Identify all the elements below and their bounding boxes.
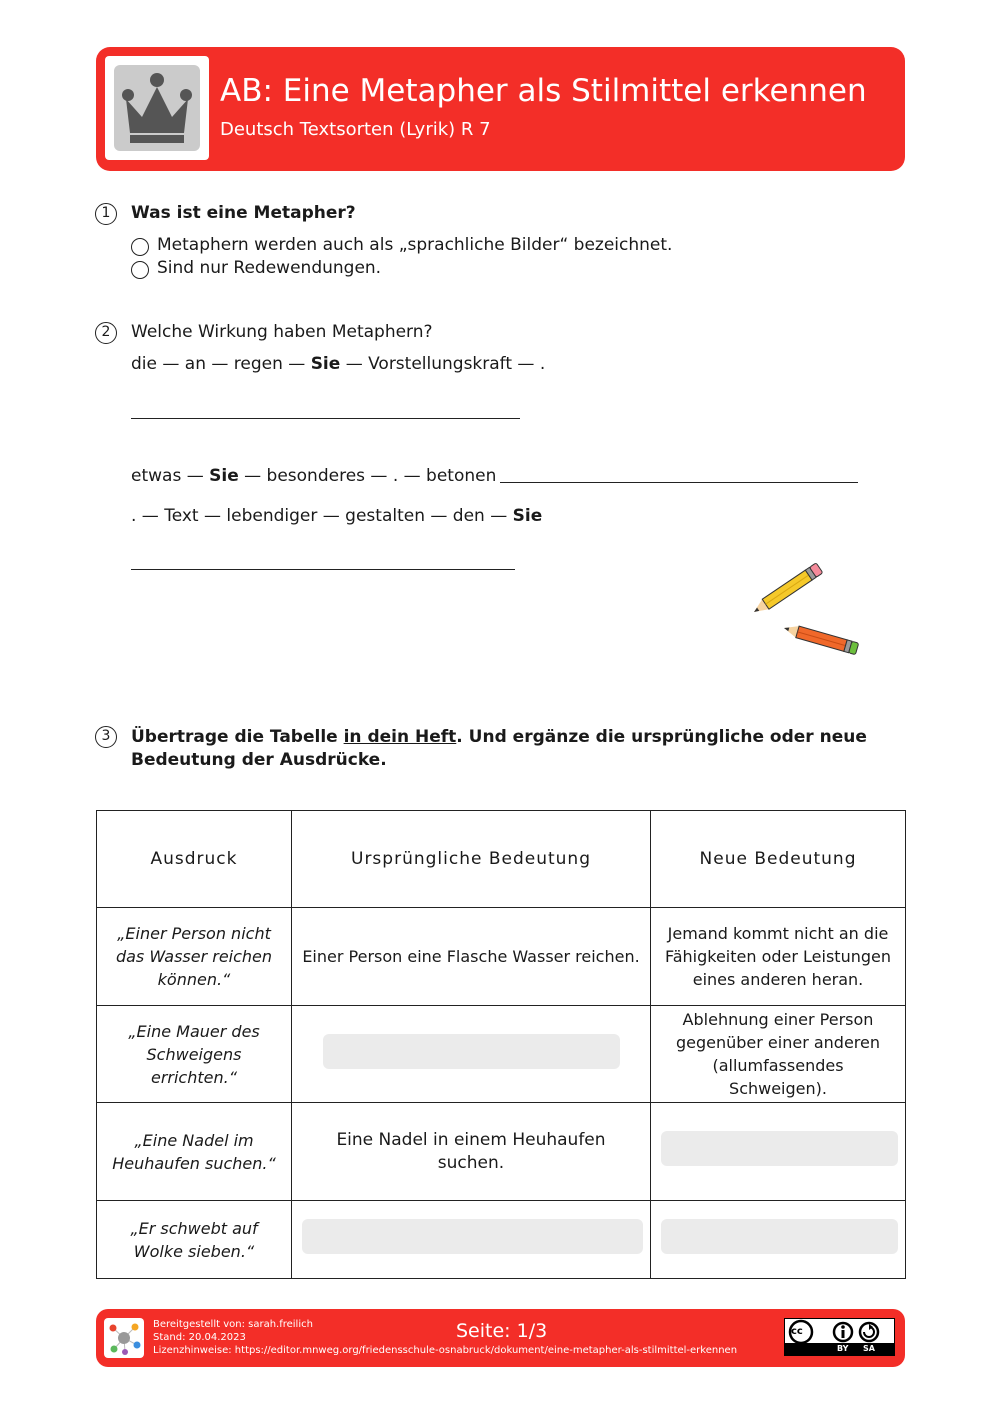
new-meaning-cell: Jemand kommt nicht an die Fähigkeiten oder Leistungen eines anderen heran. — [651, 908, 906, 1006]
new-meaning-cell: Ablehnung einer Person gegenüber einer anderen (allumfassendes Schweigen). — [651, 1006, 906, 1103]
table-row — [97, 1103, 906, 1201]
answer-line-1[interactable] — [131, 418, 520, 419]
scramble-2-bold: Sie — [209, 466, 239, 486]
cc-mark: cc — [791, 1326, 803, 1337]
scramble-2-post: — besonderes — . — betonen — [238, 466, 497, 486]
logo-background — [114, 65, 200, 151]
scramble-3-bold: Sie — [512, 506, 543, 526]
radio-option-1[interactable] — [131, 238, 149, 256]
table-row — [97, 1006, 906, 1103]
option-1-label: Metaphern werden auch als „sprachliche Bilder“ bezeichnet. — [157, 235, 673, 255]
answer-blank[interactable] — [302, 1219, 643, 1254]
table-row — [97, 1201, 906, 1279]
page-subtitle: Deutsch Textsorten (Lyrik) R 7 — [220, 119, 491, 140]
header-banner — [96, 47, 905, 171]
scramble-2-pre: etwas — — [131, 466, 210, 486]
task3-text-post: . Und ergänze die ursprüngliche oder neue Bedeutung der Ausdrücke. — [131, 727, 867, 770]
answer-line-2[interactable] — [500, 482, 858, 483]
task-number-3: 3 — [95, 726, 117, 748]
task3-text-underlined: in dein Heft — [343, 727, 457, 747]
scramble-sentence-3 — [131, 506, 542, 526]
footer-license[interactable]: Lizenzhinweise: https://editor.mnweg.org/friedensschule-osnabruck/dokument/eine-metapher-als-stilmittel-erkennen — [153, 1345, 738, 1356]
header-original-meaning: Ursprüngliche Bedeutung — [292, 811, 651, 908]
logo — [105, 56, 209, 160]
expression-cell: „Einer Person nicht das Wasser reichen können.“ — [97, 908, 292, 1006]
table-row — [97, 908, 906, 1006]
new-meaning-cell — [651, 1201, 906, 1279]
option-2-label: Sind nur Redewendungen. — [157, 258, 382, 278]
pencils-icon — [748, 560, 863, 670]
scramble-1-pre: die — an — regen — — [131, 354, 311, 374]
crown-icon — [114, 65, 200, 151]
scramble-3-pre: . — Text — lebendiger — gestalten — den — — [131, 506, 513, 526]
footer-info — [153, 1318, 737, 1357]
table-header-row — [97, 811, 906, 908]
header-new-meaning: Neue Bedeutung — [651, 811, 906, 908]
page-number: Seite: 1/3 — [456, 1320, 548, 1342]
cc-license-badge[interactable] — [784, 1318, 895, 1356]
expression-cell: „Eine Mauer des Schweigens errichten.“ — [97, 1006, 292, 1103]
footer-date: Stand: 20.04.2023 — [153, 1332, 246, 1343]
original-meaning-cell: Eine Nadel in einem Heuhaufen suchen. — [292, 1103, 651, 1201]
header-expression: Ausdruck — [97, 811, 292, 908]
task3-text-pre: Übertrage die Tabelle — [131, 727, 344, 747]
answer-blank[interactable] — [661, 1219, 898, 1254]
original-meaning-cell — [292, 1201, 651, 1279]
original-meaning-cell: Einer Person eine Flasche Wasser reichen. — [292, 908, 651, 1006]
scramble-sentence-1 — [131, 354, 545, 374]
answer-line-3[interactable] — [131, 569, 515, 570]
scramble-sentence-2 — [131, 466, 496, 486]
expressions-table — [96, 810, 906, 1279]
footer-provided-by: Bereitgestellt von: sarah.freilich — [153, 1319, 313, 1330]
task-number-1: 1 — [95, 203, 117, 225]
scramble-1-post: — Vorstellungskraft — . — [340, 354, 546, 374]
answer-blank[interactable] — [323, 1034, 620, 1069]
radio-option-2[interactable] — [131, 261, 149, 279]
task1-question: Was ist eine Metapher? — [131, 203, 356, 223]
scramble-1-bold: Sie — [310, 354, 341, 374]
footer-bar — [96, 1309, 905, 1367]
cc-by-label: BY — [837, 1344, 849, 1353]
new-meaning-cell — [651, 1103, 906, 1201]
network-logo-icon — [104, 1318, 144, 1358]
page-title: AB: Eine Metapher als Stilmittel erkennen — [220, 73, 867, 109]
answer-blank[interactable] — [661, 1131, 898, 1166]
task2-question: Welche Wirkung haben Metaphern? — [131, 322, 433, 342]
task-number-2: 2 — [95, 322, 117, 344]
footer-logo — [104, 1318, 144, 1358]
cc-sa-label: SA — [863, 1344, 875, 1353]
original-meaning-cell — [292, 1006, 651, 1103]
expression-cell: „Eine Nadel im Heuhaufen suchen.“ — [97, 1103, 292, 1201]
task3-instruction — [131, 726, 906, 772]
expression-cell: „Er schwebt auf Wolke sieben.“ — [97, 1201, 292, 1279]
